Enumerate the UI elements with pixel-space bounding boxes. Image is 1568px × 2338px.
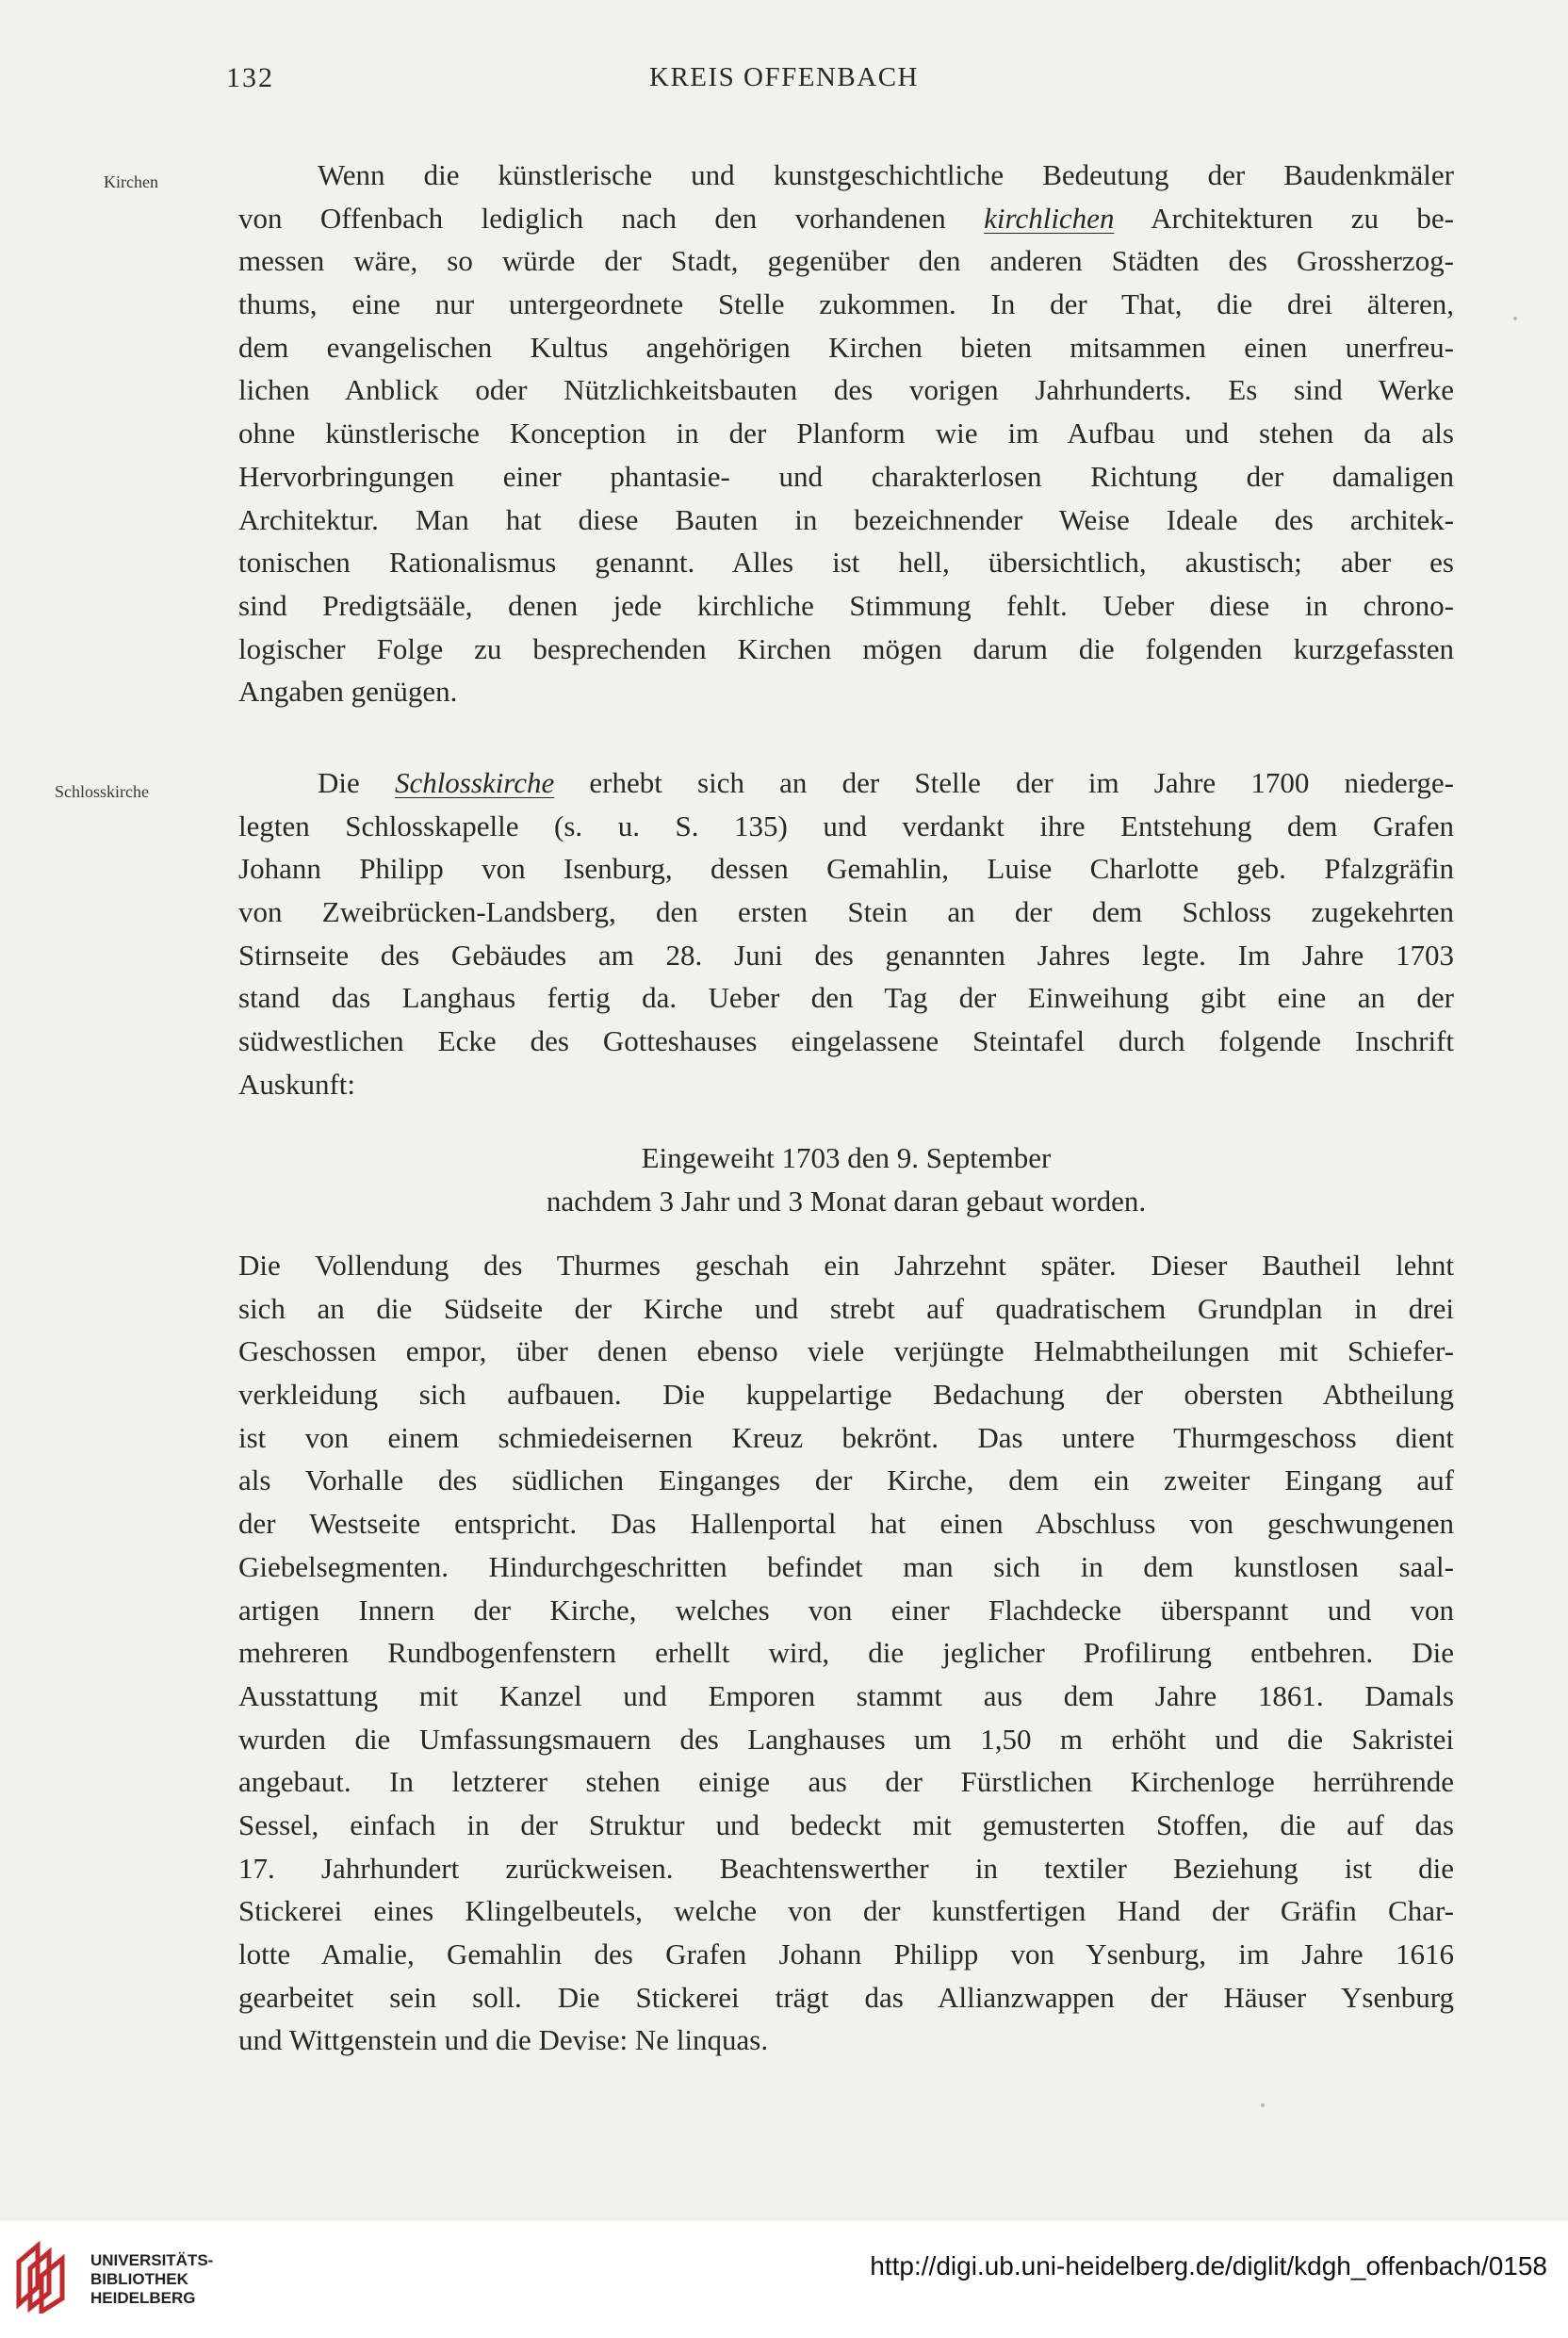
text-line	[238, 1180, 1454, 1223]
text-run: erhebt sich an der Stelle der im Jahre 1700 niederge-	[554, 766, 1454, 799]
text-line	[238, 154, 1454, 197]
text-line	[238, 891, 1454, 934]
text-run: Geschossen empor, über denen ebenso viele verjüngte Helmabtheilungen mit Schiefer-	[238, 1334, 1454, 1368]
text-line	[238, 1545, 1454, 1589]
text-line	[238, 1330, 1454, 1373]
text-line	[238, 847, 1454, 891]
text-run: und Wittgenstein und die Devise: Ne linquas.	[238, 2023, 769, 2057]
text-run: logischer Folge zu besprechenden Kirchen mögen darum die folgenden kurzgefassten	[238, 631, 1454, 665]
text-line	[238, 1933, 1454, 1976]
text-run: von Zweibrücken-Landsberg, den ersten Stein an der dem Schloss zugekehrten	[238, 895, 1454, 929]
text-run: Stirnseite des Gebäudes am 28. Juni des genannten Jahres legte. Im Jahre 1703	[238, 938, 1454, 972]
library-name-line: BIBLIOTHEK	[90, 2270, 188, 2288]
text-line	[238, 584, 1454, 628]
text-line	[238, 1020, 1454, 1063]
text-line	[238, 1416, 1454, 1460]
footer-bar	[0, 2221, 1568, 2338]
text-line	[238, 1718, 1454, 1761]
text-run: der Westseite entspricht. Das Hallenportal hat einen Abschluss von geschwungenen	[238, 1507, 1454, 1541]
text-line	[238, 1244, 1454, 1287]
text-line	[238, 805, 1454, 848]
text-line	[238, 1847, 1454, 1890]
text-run: thums, eine nur untergeordnete Stelle zukommen. In der That, die drei älteren,	[238, 287, 1454, 321]
paragraph-schlosskirche	[238, 761, 1454, 1106]
text-run: Auskunft:	[238, 1067, 355, 1101]
page-number: 132	[226, 62, 274, 93]
text-line	[238, 197, 1454, 240]
margin-note-schlosskirche: Schlosskirche	[55, 782, 149, 801]
text-line	[238, 1287, 1454, 1331]
text-line	[238, 1804, 1454, 1847]
margin-note-kirchen: Kirchen	[104, 172, 158, 191]
text-line	[238, 1889, 1454, 1933]
text-line	[238, 1373, 1454, 1416]
text-line	[238, 976, 1454, 1020]
text-run: Sessel, einfach in der Struktur und bedeckt mit gemusterten Stoffen, die auf das	[238, 1807, 1454, 1841]
text-run: messen wäre, so würde der Stadt, gegenüber den anderen Städten des Grossherzog-	[238, 244, 1454, 278]
text-run: verkleidung sich aufbauen. Die kuppelartige Bedachung der obersten Abtheilung	[238, 1378, 1454, 1412]
text-run: Eingeweiht 1703 den 9. September	[641, 1141, 1052, 1174]
text-run: Angaben genügen.	[238, 675, 458, 709]
text-run: Giebelsegmenten. Hindurchgeschritten befindet man sich in dem kunstlosen saal-	[238, 1549, 1454, 1583]
text-run: Architekturen zu be-	[1114, 201, 1455, 235]
source-url[interactable]: http://digi.ub.uni-heidelberg.de/diglit/kdgh_offenbach/0158	[870, 2251, 1547, 2281]
library-name-line: UNIVERSITÄTS-	[90, 2251, 214, 2269]
emphasized-term: Schlosskirche	[394, 766, 555, 799]
text-line	[238, 761, 1454, 805]
paper-speck	[1261, 2103, 1265, 2107]
text-run: Die	[318, 766, 395, 799]
inscription	[238, 1136, 1454, 1222]
paper-speck	[1513, 317, 1517, 320]
text-run: Ausstattung mit Kanzel und Emporen stammt aus dem Jahre 1861. Damals	[238, 1678, 1454, 1712]
paragraph-thurm	[238, 1244, 1454, 2062]
text-line	[238, 1675, 1454, 1718]
text-line	[238, 1760, 1454, 1804]
text-line	[238, 1976, 1454, 2019]
text-line	[238, 628, 1454, 671]
text-run: wurden die Umfassungsmauern des Langhauses um 1,50 m erhöht und die Sakristei	[238, 1722, 1454, 1756]
text-run: angebaut. In letzterer stehen einige aus der Fürstlichen Kirchenloge herrührende	[238, 1765, 1454, 1799]
text-run: Die Vollendung des Thurmes geschah ein Jahrzehnt später. Dieser Bautheil lehnt	[238, 1249, 1454, 1282]
text-run: legten Schlosskapelle (s. u. S. 135) und verdankt ihre Entstehung dem Grafen	[238, 809, 1454, 842]
text-run: dem evangelischen Kultus angehörigen Kirchen bieten mitsammen einen unerfreu-	[238, 330, 1454, 364]
emphasized-term: kirchlichen	[984, 201, 1115, 235]
library-logo-icon	[9, 2238, 75, 2313]
text-run: 17. Jahrhundert zurückweisen. Beachtenswerther in textiler Beziehung ist die	[238, 1851, 1454, 1885]
text-run: sind Predigtsääle, denen jede kirchliche Stimmung fehlt. Ueber diese in chrono-	[238, 588, 1454, 622]
text-line	[238, 455, 1454, 499]
text-line	[238, 368, 1454, 412]
text-line	[238, 239, 1454, 283]
running-head: KREIS OFFENBACH	[649, 62, 919, 92]
text-run: nachdem 3 Jahr und 3 Monat daran gebaut worden.	[546, 1184, 1147, 1218]
text-line	[238, 1063, 1454, 1106]
text-line	[238, 934, 1454, 977]
text-run: Wenn die künstlerische und kunstgeschichtliche Bedeutung der Baudenkmäler	[318, 158, 1454, 191]
text-line	[238, 541, 1454, 584]
text-line	[238, 412, 1454, 455]
text-line	[238, 1502, 1454, 1545]
text-run: ist von einem schmiedeisernen Kreuz bekrönt. Das untere Thurmgeschoss dient	[238, 1420, 1454, 1454]
text-run: Johann Philipp von Isenburg, dessen Gemahlin, Luise Charlotte geb. Pfalzgräfin	[238, 852, 1454, 886]
text-run: lotte Amalie, Gemahlin des Grafen Johann Philipp von Ysenburg, im Jahre 1616	[238, 1937, 1454, 1970]
text-run: sich an die Südseite der Kirche und strebt auf quadratischem Grundplan in drei	[238, 1291, 1454, 1325]
text-run: stand das Langhaus fertig da. Ueber den Tag der Einweihung gibt eine an der	[238, 981, 1454, 1015]
text-line	[238, 1136, 1454, 1180]
text-run: als Vorhalle des südlichen Einganges der Kirche, dem ein zweiter Eingang auf	[238, 1463, 1454, 1497]
text-line	[238, 1631, 1454, 1675]
text-run: ohne künstlerische Konception in der Planform wie im Aufbau und stehen da als	[238, 417, 1454, 450]
text-line	[238, 1589, 1454, 1632]
text-line	[238, 1459, 1454, 1502]
text-run: Stickerei eines Klingelbeutels, welche von der kunstfertigen Hand der Gräfin Char-	[238, 1894, 1454, 1928]
library-name-line: HEIDELBERG	[90, 2289, 196, 2307]
text-run: gearbeitet sein soll. Die Stickerei trägt das Allianzwappen der Häuser Ysenburg	[238, 1980, 1454, 2014]
text-line	[238, 670, 1454, 713]
text-line	[238, 326, 1454, 369]
text-run: südwestlichen Ecke des Gotteshauses eingelassene Steintafel durch folgende Inschrift	[238, 1024, 1454, 1058]
paragraph-kirchen	[238, 154, 1454, 713]
text-run: artigen Innern der Kirche, welches von einer Flachdecke überspannt und von	[238, 1593, 1454, 1627]
text-line	[238, 283, 1454, 326]
text-run: Architektur. Man hat diese Bauten in bezeichnender Weise Ideale des architek-	[238, 502, 1454, 536]
text-run: mehreren Rundbogenfenstern erhellt wird, die jeglicher Profilirung entbehren. Die	[238, 1636, 1454, 1670]
text-line	[238, 2019, 1454, 2062]
text-run: lichen Anblick oder Nützlichkeitsbauten des vorigen Jahrhunderts. Es sind Werke	[238, 373, 1454, 407]
text-run: von Offenbach lediglich nach den vorhandenen	[238, 201, 985, 235]
text-line	[238, 499, 1454, 542]
text-run: Hervorbringungen einer phantasie- und charakterlosen Richtung der damaligen	[238, 459, 1454, 493]
library-name	[90, 2251, 213, 2308]
text-run: tonischen Rationalismus genannt. Alles ist hell, übersichtlich, akustisch; aber es	[238, 546, 1454, 580]
